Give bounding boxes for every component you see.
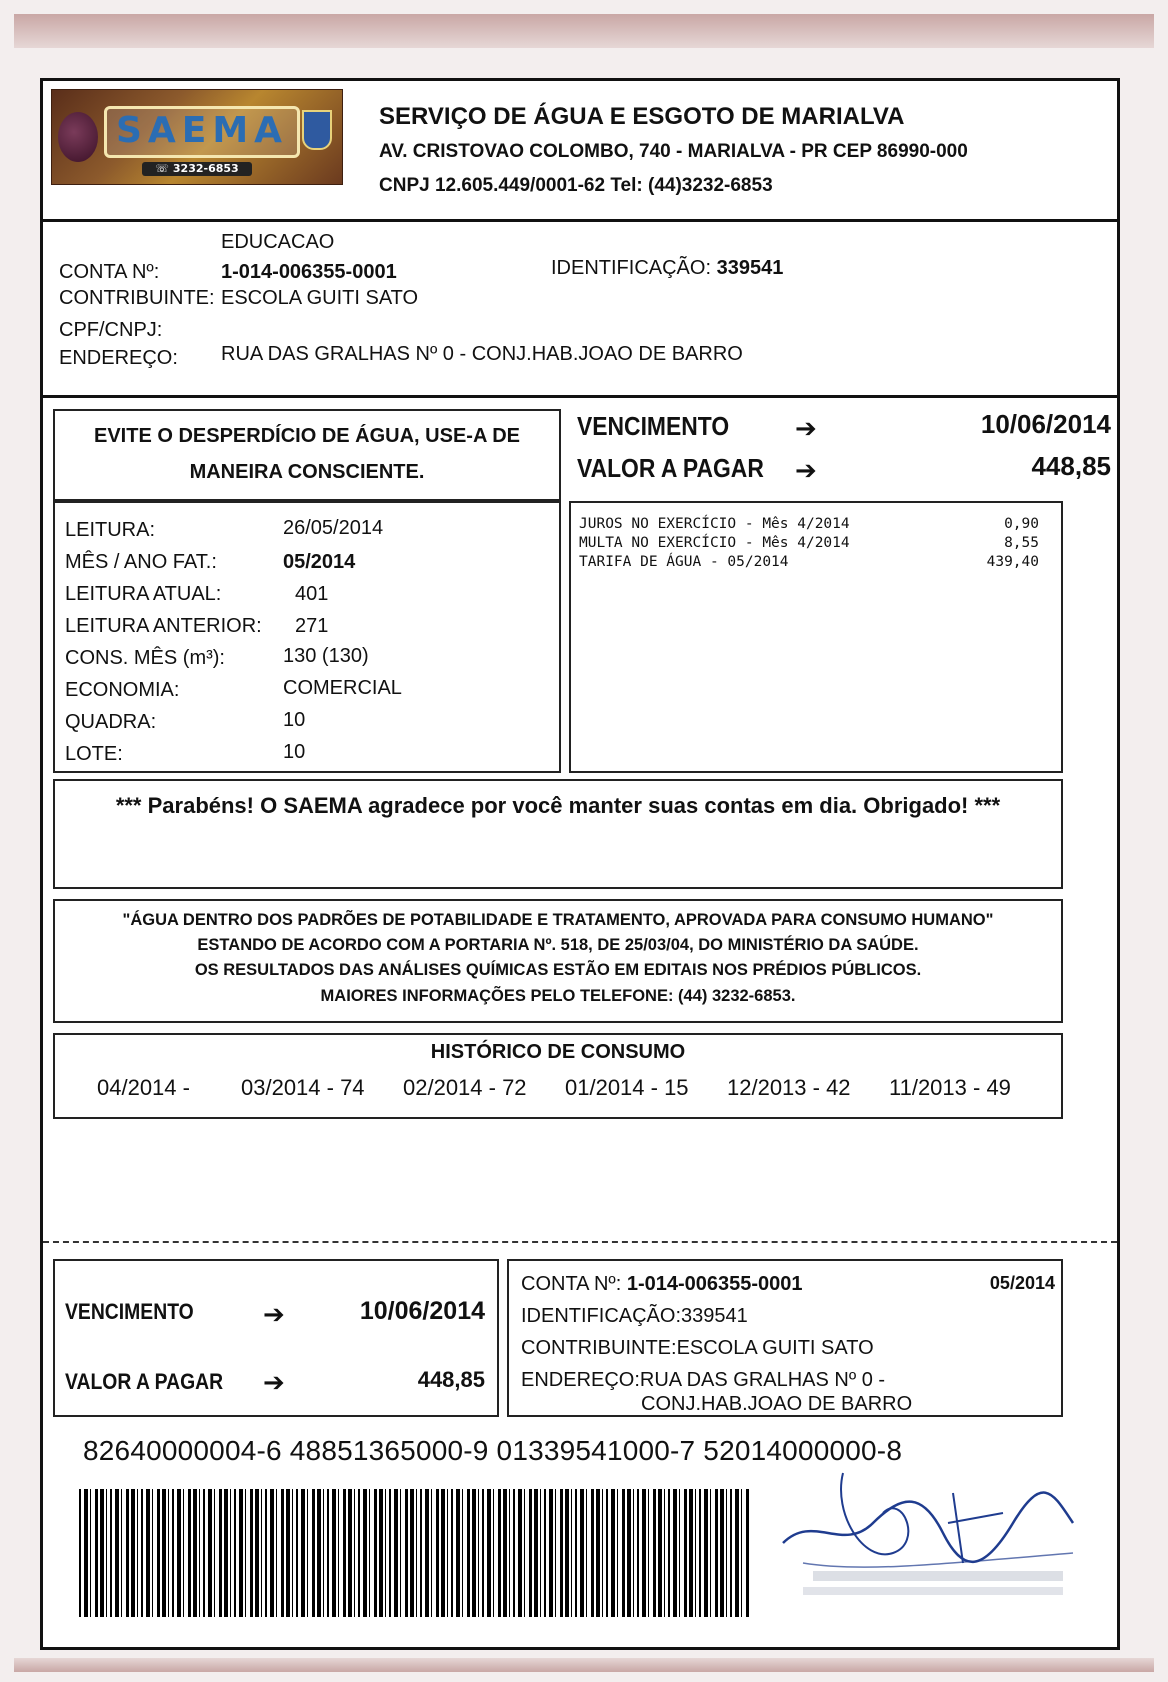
meter-row-label: LEITURA: — [65, 519, 156, 541]
stub-conta-value: 1-014-006355-0001 — [626, 1273, 803, 1295]
charge-amount: 0,90 — [1004, 516, 1039, 532]
thank-you-message: *** Parabéns! O SAEMA agradece por você manter suas contas em dia. Obrigado! *** — [115, 793, 1001, 818]
vencimento-label — [577, 411, 750, 442]
conta-value: 1-014-006355-0001 — [221, 261, 397, 283]
stub-vencimento-value: 10/06/2014 — [359, 1297, 485, 1325]
identificacao-value: 339541 — [716, 257, 784, 279]
charge-amount: 8,55 — [1004, 535, 1039, 551]
stub-end-value-2: CONJ.HAB.JOAO DE BARRO — [641, 1393, 913, 1415]
scan-bottom-band — [14, 1658, 1154, 1672]
charge-desc: MULTA NO EXERCÍCIO - Mês 4/2014 — [579, 535, 850, 551]
meter-row-value: 10 — [283, 709, 306, 731]
potability-line-2: ESTANDO DE ACORDO COM A PORTARIA Nº. 518, DE 25/03/04, DO MINISTÉRIO DA SAÚDE. — [197, 936, 919, 954]
meter-row-value: 10 — [283, 741, 306, 763]
identificacao — [551, 257, 783, 280]
potability-line-3: OS RESULTADOS DAS ANÁLISES QUÍMICAS ESTÃO EM EDITAIS NOS PRÉDIOS PÚBLICOS. — [194, 961, 922, 979]
meter-row-value: 26/05/2014 — [283, 517, 384, 539]
potability-box — [53, 899, 1063, 1023]
cpf-label: CPF/CNPJ: — [59, 319, 163, 341]
identificacao-label: IDENTIFICAÇÃO: — [551, 257, 712, 279]
stub-identificacao — [521, 1305, 748, 1328]
stub-valor-label-text: VALOR A PAGAR — [65, 1369, 224, 1394]
barcode-digits: 82640000004-6 48851365000-9 01339541000-7 52014000000-8 — [83, 1435, 903, 1466]
meter-row-value: 05/2014 — [283, 551, 356, 573]
charge-amount: 439,40 — [986, 554, 1039, 570]
meter-row-label: MÊS / ANO FAT.: — [65, 551, 217, 573]
notice-box — [53, 409, 561, 501]
history-box — [53, 1033, 1063, 1119]
valor-label — [577, 453, 789, 484]
conta-label: CONTA Nº: — [59, 261, 160, 283]
history-item: 02/2014 - 72 — [403, 1075, 527, 1100]
header-divider — [43, 219, 1117, 222]
message-box — [53, 779, 1063, 889]
stub-contrib-value: ESCOLA GUITI SATO — [676, 1337, 874, 1359]
potability-line-1: "ÁGUA DENTRO DOS PADRÕES DE POTABILIDADE E TRATAMENTO, APROVADA PARA CONSUMO HUMANO" — [122, 911, 994, 929]
charge-desc: TARIFA DE ÁGUA - 05/2014 — [579, 554, 789, 570]
contribuinte-value: ESCOLA GUITI SATO — [221, 287, 419, 309]
vencimento-label-text: VENCIMENTO — [577, 411, 730, 441]
notice-line-2: MANEIRA CONSCIENTE. — [189, 461, 425, 483]
vencimento-value: 10/06/2014 — [980, 409, 1111, 439]
stub-contrib-label: CONTRIBUINTE: — [521, 1337, 677, 1359]
charges-box — [569, 501, 1063, 773]
meter-row-label: QUADRA: — [65, 711, 157, 733]
tear-line — [43, 1241, 1117, 1243]
stub-valor-label — [65, 1369, 245, 1395]
history-title: HISTÓRICO DE CONSUMO — [430, 1041, 686, 1063]
stub-conta — [521, 1273, 803, 1296]
stub-conta-label: CONTA Nº: — [521, 1273, 622, 1295]
signature — [773, 1453, 1093, 1613]
valor-value: 448,85 — [1031, 451, 1111, 481]
stub-end-value-1: RUA DAS GRALHAS Nº 0 - — [639, 1369, 886, 1391]
history-item: 03/2014 - 74 — [241, 1075, 365, 1100]
company-address: AV. CRISTOVAO COLOMBO, 740 - MARIALVA - PR CEP 86990-000 — [379, 141, 968, 162]
meter-row-label: LEITURA ATUAL: — [65, 583, 222, 605]
meter-row-label: LOTE: — [65, 743, 123, 765]
stub-valor-value: 448,85 — [417, 1367, 485, 1392]
history-item: 04/2014 - — [97, 1075, 190, 1100]
company-name: SERVIÇO DE ÁGUA E ESGOTO DE MARIALVA — [379, 103, 905, 130]
notice-line-1: EVITE O DESPERDÍCIO DE ÁGUA, USE-A DE — [94, 425, 520, 447]
stub-ident-value: 339541 — [681, 1305, 748, 1327]
meter-row-label: CONS. MÊS (m³): — [65, 647, 225, 669]
barcode — [79, 1489, 751, 1617]
account-divider — [43, 395, 1117, 398]
scan-top-band — [14, 14, 1154, 48]
potability-line-4: MAIORES INFORMAÇÕES PELO TELEFONE: (44) 3232-6853. — [320, 987, 796, 1005]
stub-payment-box — [53, 1259, 499, 1417]
meter-row-value: 271 — [295, 615, 329, 637]
saema-logo — [51, 89, 343, 185]
stub-vencimento-label — [65, 1299, 211, 1325]
endereco-label: ENDEREÇO: — [59, 347, 178, 369]
meter-row-label: LEITURA ANTERIOR: — [65, 615, 262, 637]
meter-row-value: 130 (130) — [283, 645, 369, 667]
stub-reference: 05/2014 — [989, 1273, 1055, 1293]
crest-icon — [302, 110, 332, 150]
arrow-right-icon: ➔ — [795, 413, 817, 443]
grapes-icon — [58, 112, 98, 162]
arrow-right-icon: ➔ — [263, 1299, 285, 1329]
logo-phone-number: 3232-6853 — [172, 162, 239, 175]
stub-endereco — [521, 1369, 885, 1392]
logo-phone: ☏ 3232-6853 — [142, 162, 252, 176]
logo-brand: SAEMA — [104, 106, 300, 158]
meter-box — [53, 501, 561, 773]
arrow-right-icon: ➔ — [263, 1367, 285, 1397]
arrow-right-icon: ➔ — [795, 455, 817, 485]
history-item: 12/2013 - 42 — [727, 1075, 851, 1100]
charge-desc: JUROS NO EXERCÍCIO - Mês 4/2014 — [579, 516, 850, 532]
valor-label-text: VALOR A PAGAR — [577, 453, 764, 483]
company-cnpj-phone: CNPJ 12.605.449/0001-62 Tel: (44)3232-6853 — [379, 175, 773, 196]
history-item: 01/2014 - 15 — [565, 1075, 689, 1100]
meter-row-value: 401 — [295, 583, 329, 605]
water-bill — [40, 78, 1120, 1650]
account-category: EDUCACAO — [221, 231, 335, 253]
meter-row-label: ECONOMIA: — [65, 679, 180, 701]
endereco-value: RUA DAS GRALHAS Nº 0 - CONJ.HAB.JOAO DE BARRO — [221, 343, 743, 365]
stub-ident-label: IDENTIFICAÇÃO: — [521, 1305, 682, 1327]
stub-account-box — [507, 1259, 1063, 1417]
stub-contribuinte — [521, 1337, 874, 1360]
stub-end-label: ENDEREÇO: — [521, 1369, 640, 1391]
stub-vencimento-label-text: VENCIMENTO — [65, 1299, 194, 1324]
history-item: 11/2013 - 49 — [889, 1075, 1011, 1100]
meter-row-value: COMERCIAL — [283, 677, 402, 699]
contribuinte-label: CONTRIBUINTE: — [59, 287, 215, 309]
